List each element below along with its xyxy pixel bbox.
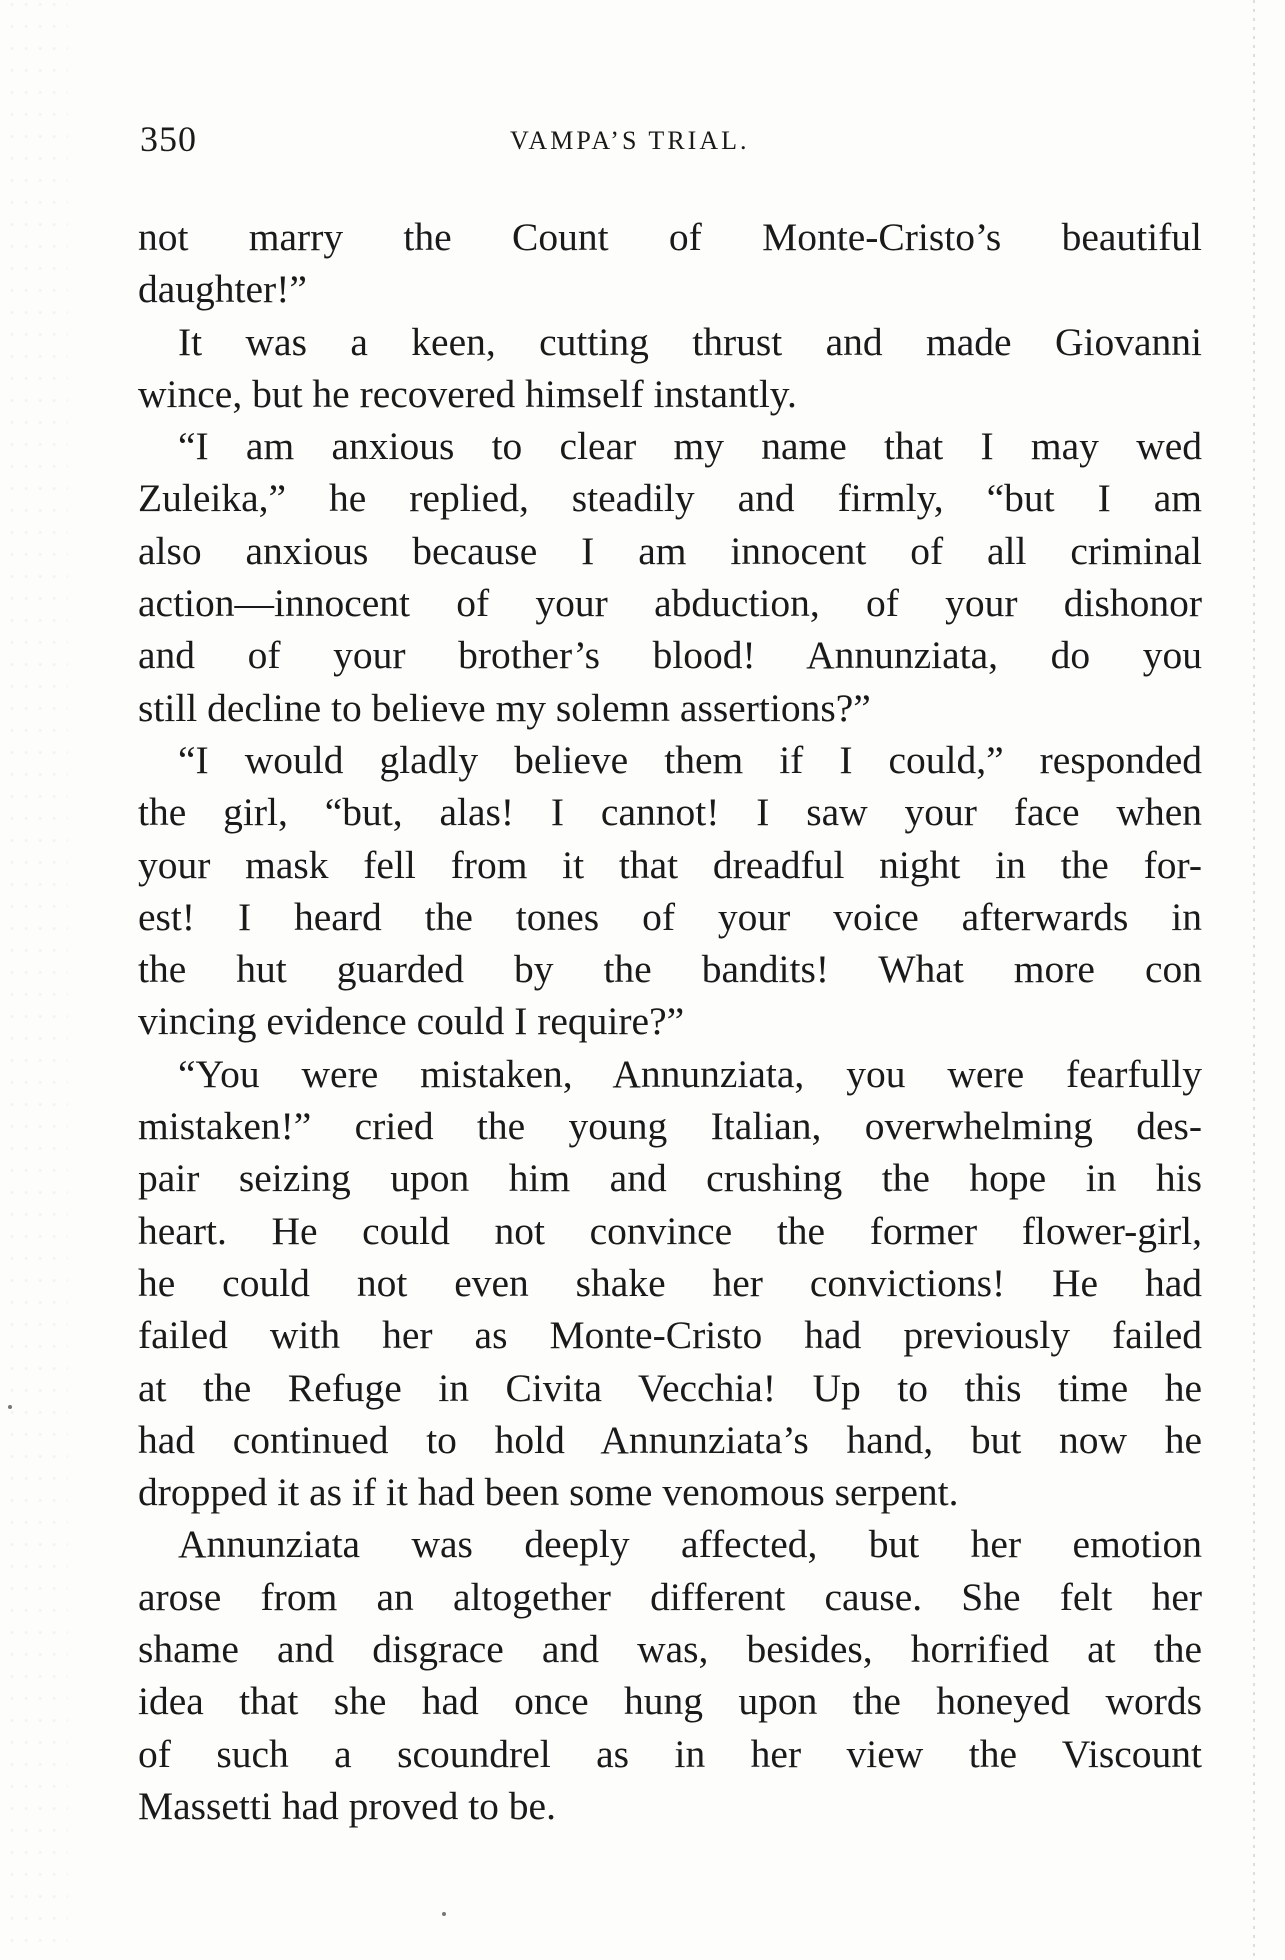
text-line: Annunziata was deeply affected, but her emotion <box>178 1522 1202 1567</box>
body-text <box>138 211 1202 1832</box>
text-line: he could not even shake her convictions! He had <box>138 1260 1202 1305</box>
text-line: Massetti had proved to be. <box>138 1783 556 1828</box>
text-line: had continued to hold Annunziata’s hand, but now he <box>138 1417 1202 1462</box>
text-line: “You were mistaken, Annunziata, you were fearfully <box>178 1051 1202 1096</box>
text-line: vincing evidence could I require?” <box>138 999 685 1044</box>
text-line: at the Refuge in Civita Vecchia! Up to this time he <box>138 1365 1202 1410</box>
print-speck <box>8 1405 12 1409</box>
text-line: of such a scoundrel as in her view the Viscount <box>138 1731 1202 1776</box>
text-line: “I am anxious to clear my name that I may wed <box>178 424 1202 469</box>
text-line: mistaken!” cried the young Italian, overwhelming des- <box>138 1104 1202 1149</box>
text-line: arose from an altogether different cause. She felt her <box>138 1574 1202 1619</box>
text-line: est! I heard the tones of your voice afterwards in <box>138 894 1202 939</box>
text-line: action—innocent of your abduction, of your dishonor <box>138 581 1202 626</box>
page-header <box>140 118 1200 178</box>
print-speck <box>442 1912 446 1916</box>
text-line: daughter!” <box>138 267 307 312</box>
running-title: VAMPA’S TRIAL. <box>510 126 750 155</box>
text-line: pair seizing upon him and crushing the hope in his <box>138 1156 1202 1201</box>
text-line: and of your brother’s blood! Annunziata, do you <box>138 633 1202 678</box>
page-left-margin-speckle <box>8 0 68 1960</box>
text-line: Zuleika,” he replied, steadily and firmly, “but I am <box>138 476 1202 521</box>
page-right-edge-rule <box>1253 0 1255 1960</box>
text-line: dropped it as if it had been some venomous serpent. <box>138 1470 959 1515</box>
page-number: 350 <box>140 119 197 159</box>
text-line: still decline to believe my solemn assertions?” <box>138 685 871 730</box>
text-line: not marry the Count of Monte-Cristo’s beautiful <box>138 215 1202 259</box>
text-line: the girl, “but, alas! I cannot! I saw your face when <box>138 790 1202 835</box>
text-line: failed with her as Monte-Cristo had previously failed <box>138 1313 1202 1358</box>
text-line: It was a keen, cutting thrust and made Giovanni <box>178 319 1202 364</box>
text-line: also anxious because I am innocent of all criminal <box>138 528 1202 573</box>
text-line: shame and disgrace and was, besides, horrified at the <box>138 1627 1202 1672</box>
text-line: heart. He could not convince the former flower-girl, <box>138 1208 1202 1253</box>
text-line: “I would gladly believe them if I could,” responded <box>178 737 1202 782</box>
text-line: wince, but he recovered himself instantly. <box>138 371 797 416</box>
text-line: the hut guarded by the bandits! What more con <box>138 947 1202 992</box>
text-line: idea that she had once hung upon the honeyed words <box>138 1679 1202 1724</box>
text-line: your mask fell from it that dreadful night in the for- <box>138 842 1202 887</box>
